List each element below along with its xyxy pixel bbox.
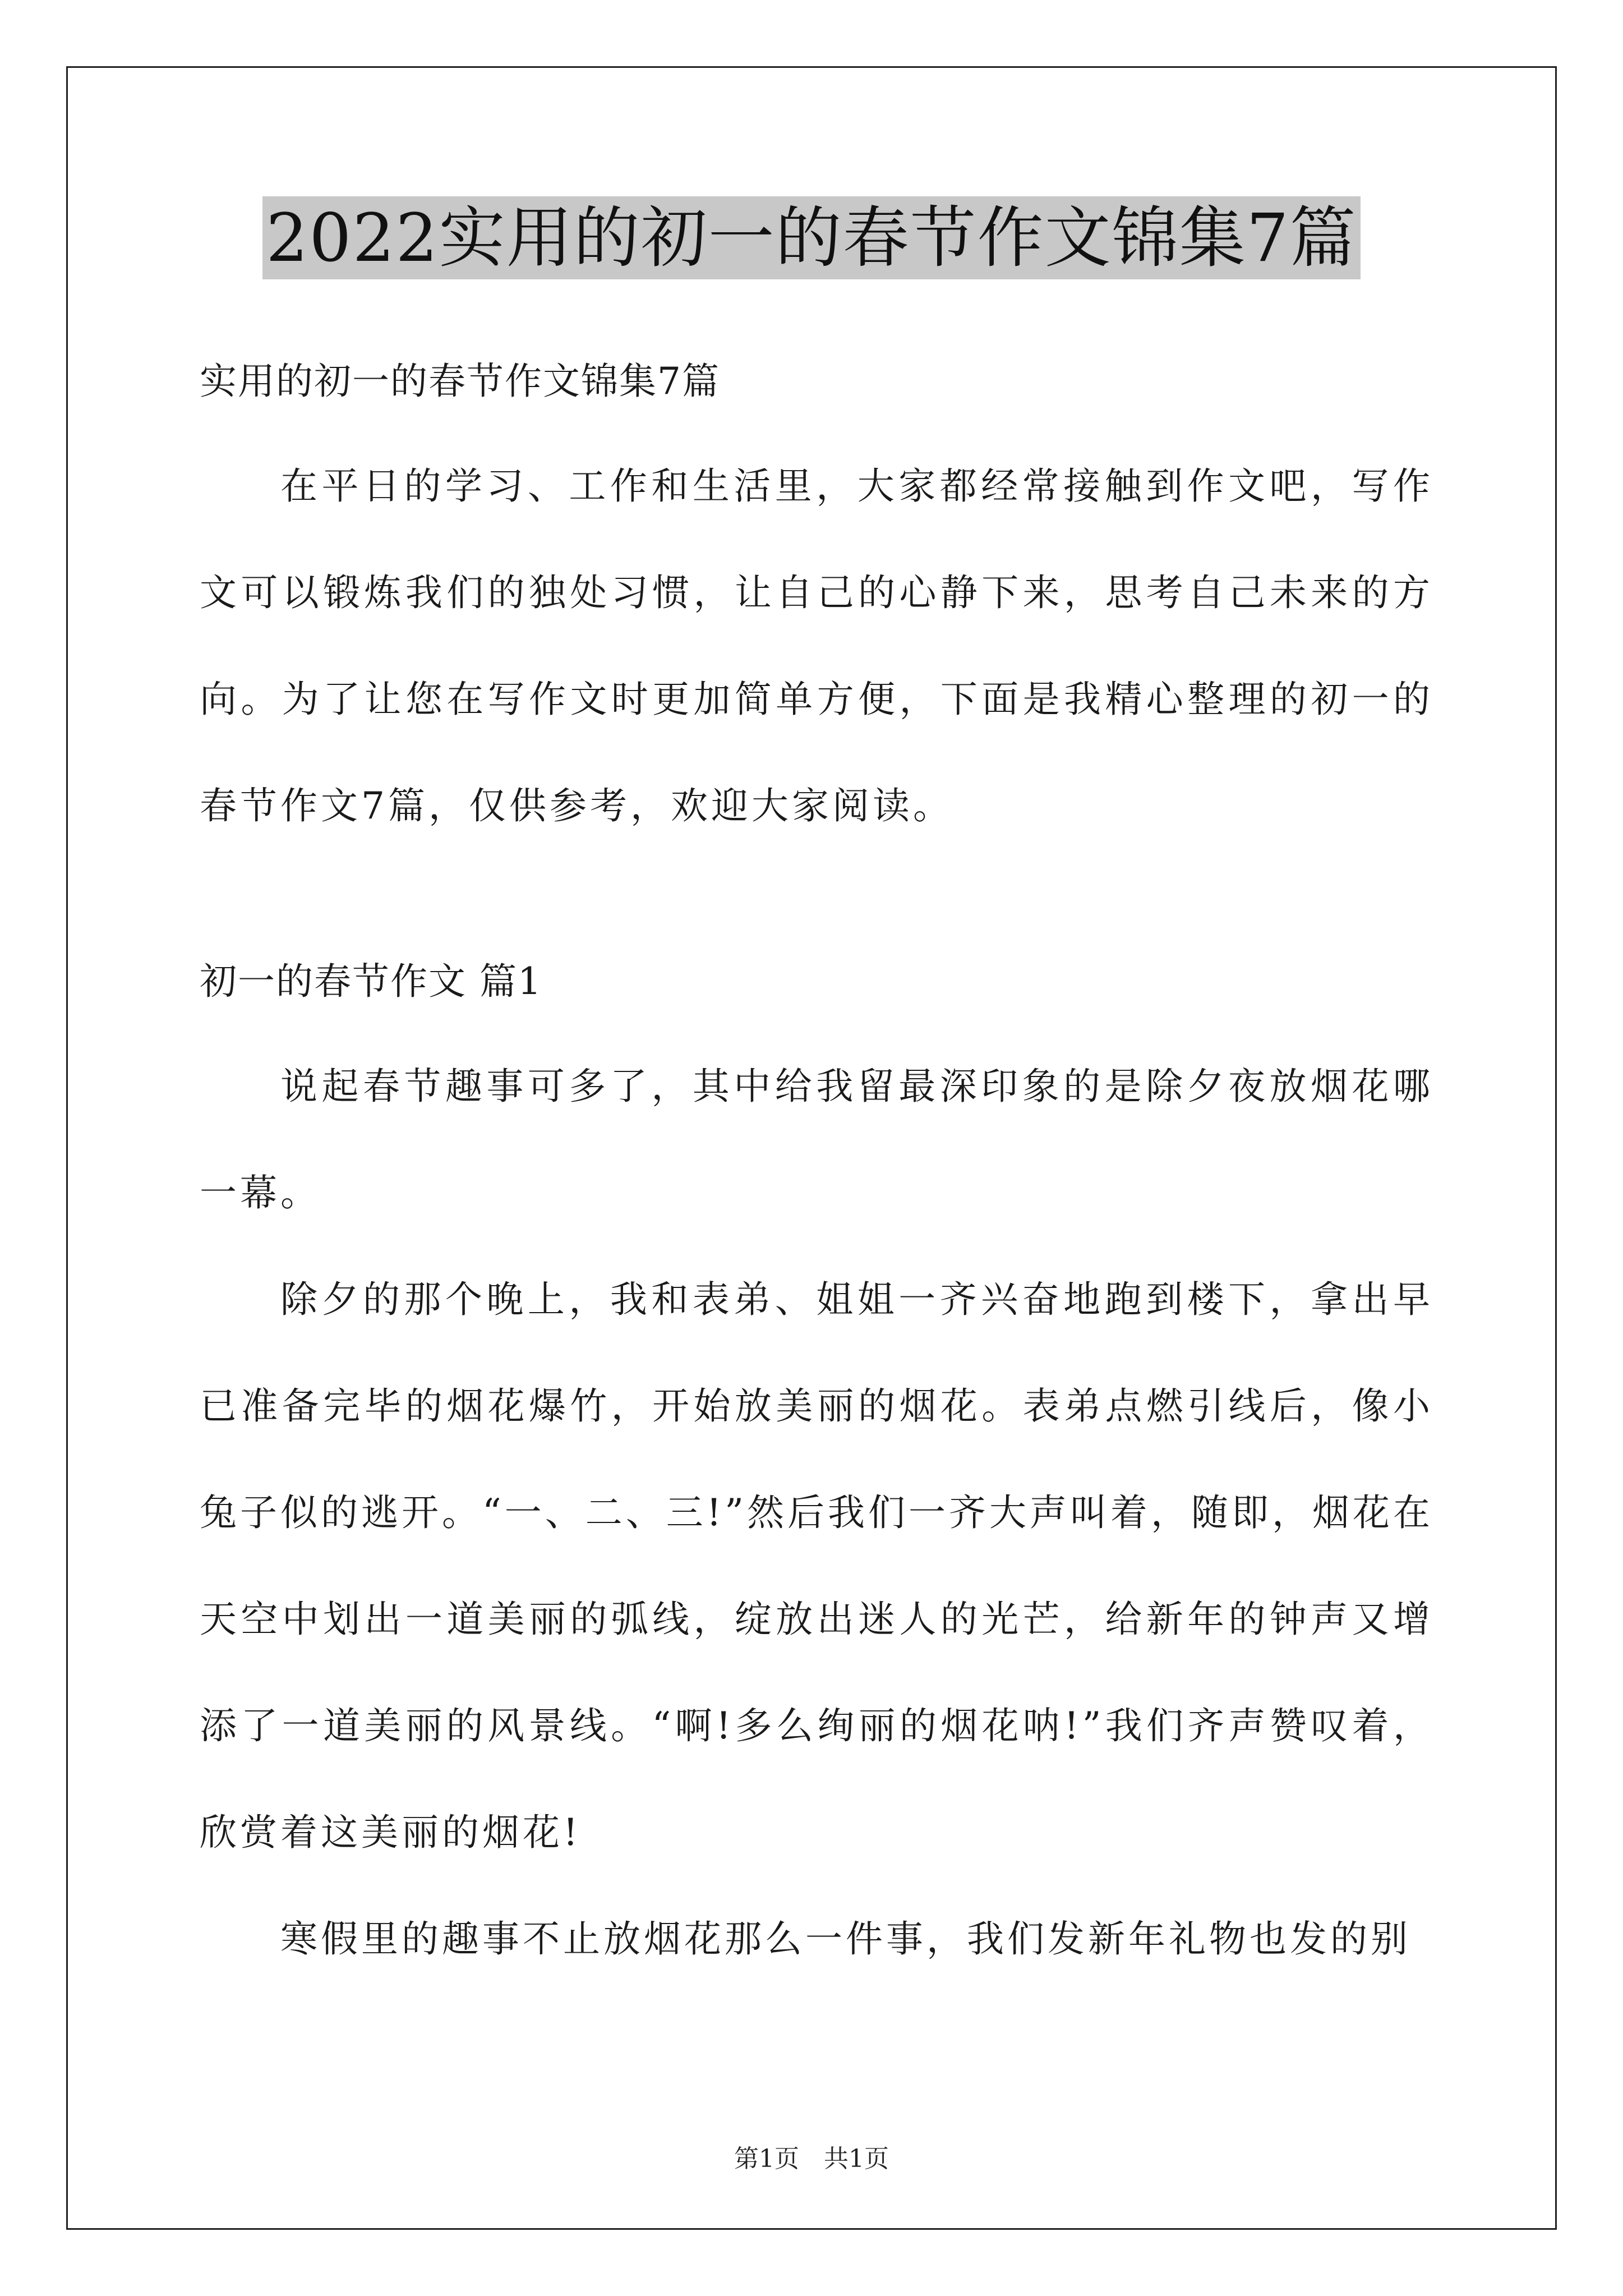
document-title: 2022实用的初一的春节作文锦集7篇 [262, 196, 1360, 279]
document-subtitle: 实用的初一的春节作文锦集7篇 [200, 360, 720, 403]
document-body [200, 314, 1433, 1993]
body-paragraph-3: 寒假里的趣事不止放烟花那么一件事，我们发新年礼物也发的别 [280, 1917, 1411, 1961]
intro-paragraph: 在平日的学习、工作和生活里，大家都经常接触到作文吧，写作文可以锻炼我们的独处习惯，让自己的心静下来，思考自己未来的方向。为了让您在写作文时更加简单方便，下面是我精心整理的初一的春节作文7篇，仅供参考，欢迎大家阅读。 [200, 464, 1433, 827]
page-footer: 第1页 共1页 [734, 2145, 889, 2173]
body-paragraph-2: 除夕的那个晚上，我和表弟、姐姐一齐兴奋地跑到楼下，拿出早已准备完毕的烟花爆竹，开始放美丽的烟花。表弟点燃引线后，像小兔子似的逃开。“一、二、三!”然后我们一齐大声叫着，随即，烟花在天空中划出一道美丽的弧线，绽放出迷人的光芒，给新年的钟声又增添了一道美丽的风景线。“啊!多么绚丽的烟花呐!”我们齐声赞叹着，欣赏着这美丽的烟花! [200, 1278, 1434, 1854]
title-container [0, 196, 1623, 279]
section-heading: 初一的春节作文 篇1 [200, 960, 542, 1003]
body-paragraph-1: 说起春节趣事可多了，其中给我留最深印象的是除夕夜放烟花哪一幕。 [200, 1065, 1433, 1214]
